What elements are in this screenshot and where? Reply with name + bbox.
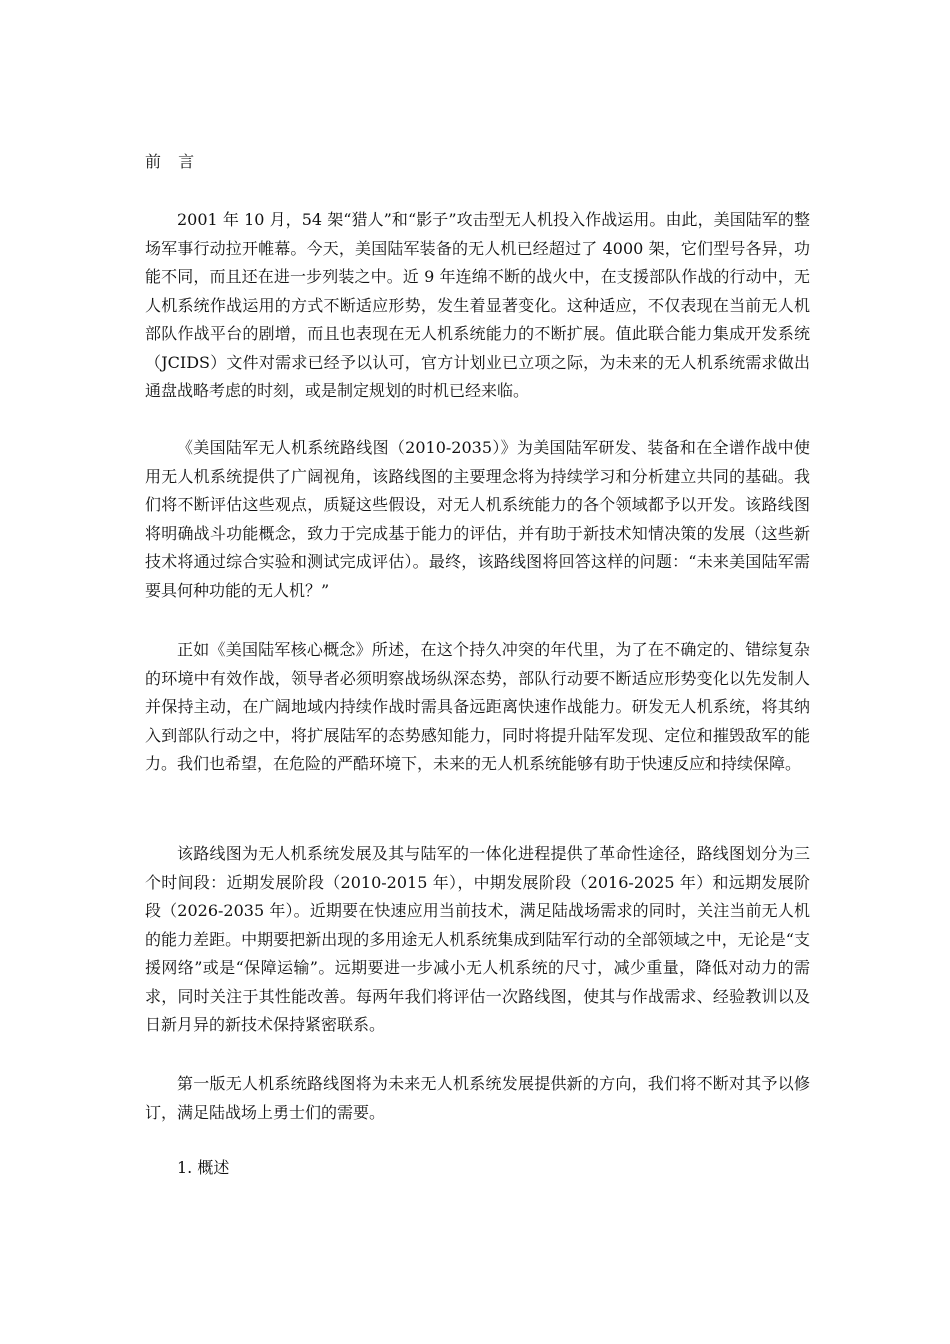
section-title-overview: 1. 概述 (177, 1158, 230, 1177)
paragraph-3: 正如《美国陆军核心概念》所述，在这个持久冲突的年代里，为了在不确定的、错综复杂的环境中有效作战，领导者必须明察战场纵深态势，部队行动要不断适应形势变化以先发制人并保持主动，在广阔地域内持续作战时需具备远距离快速作战能力。研发无人机系统，将其纳入到部队行动之中，将扩展陆军的态势感知能力，同时将提升陆军发现、定位和摧毁敌军的能力。我们也希望，在危险的严酷环境下，未来的无人机系统能够有助于快速反应和持续保障。 (145, 640, 810, 773)
paragraph-1: 2001 年 10 月，54 架“猎人”和“影子”攻击型无人机投入作战运用。由此，美国陆军的整场军事行动拉开帷幕。今天，美国陆军装备的无人机已经超过了 4000 架，它们型号各异，功能不同，而且还在进一步列装之中。近 9 年连绵不断的战火中，在支援部队作战的行动中，无人机系统作战运用的方式不断适应形势，发生着显著变化。这种适应，不仅表现在当前无人机部队作战平台的剧增，而且也表现在无人机系统能力的不断扩展。值此联合能力集成开发系统（JCIDS）文件对需求已经予以认可，官方计划业已立项之际，为未来的无人机系统需求做出通盘战略考虑的时刻，或是制定规划的时机已经来临。 (145, 210, 810, 400)
paragraph-4: 该路线图为无人机系统发展及其与陆军的一体化进程提供了革命性途径，路线图划分为三个时间段：近期发展阶段（2010-2015 年），中期发展阶段（2016-2025 年）和远期发展阶段（2026-2035 年）。近期要在快速应用当前技术，满足陆战场需求的同时，关注当前无人机的能力差距。中期要把新出现的多用途无人机系统集成到陆军行动的全部领域之中，无论是“支援网络”或是“保障运输”。远期要进一步减小无人机系统的尺寸，减少重量，降低对动力的需求，同时关注于其性能改善。每两年我们将评估一次路线图，使其与作战需求、经验教训以及日新月异的新技术保持紧密联系。 (145, 844, 810, 1034)
preface-heading: 前 言 (145, 152, 201, 171)
paragraph-5: 第一版无人机系统路线图将为未来无人机系统发展提供新的方向，我们将不断对其予以修订，满足陆战场上勇士们的需要。 (145, 1074, 810, 1122)
paragraph-2: 《美国陆军无人机系统路线图（2010-2035）》为美国陆军研发、装备和在全谱作战中使用无人机系统提供了广阔视角，该路线图的主要理念将为持续学习和分析建立共同的基础。我们将不断评估这些观点，质疑这些假设，对无人机系统能力的各个领域都予以开发。该路线图将明确战斗功能概念，致力于完成基于能力的评估，并有助于新技术知情决策的发展（这些新技术将通过综合实验和测试完成评估）。最终，该路线图将回答这样的问题：“未来美国陆军需要具何种功能的无人机？” (145, 438, 810, 600)
